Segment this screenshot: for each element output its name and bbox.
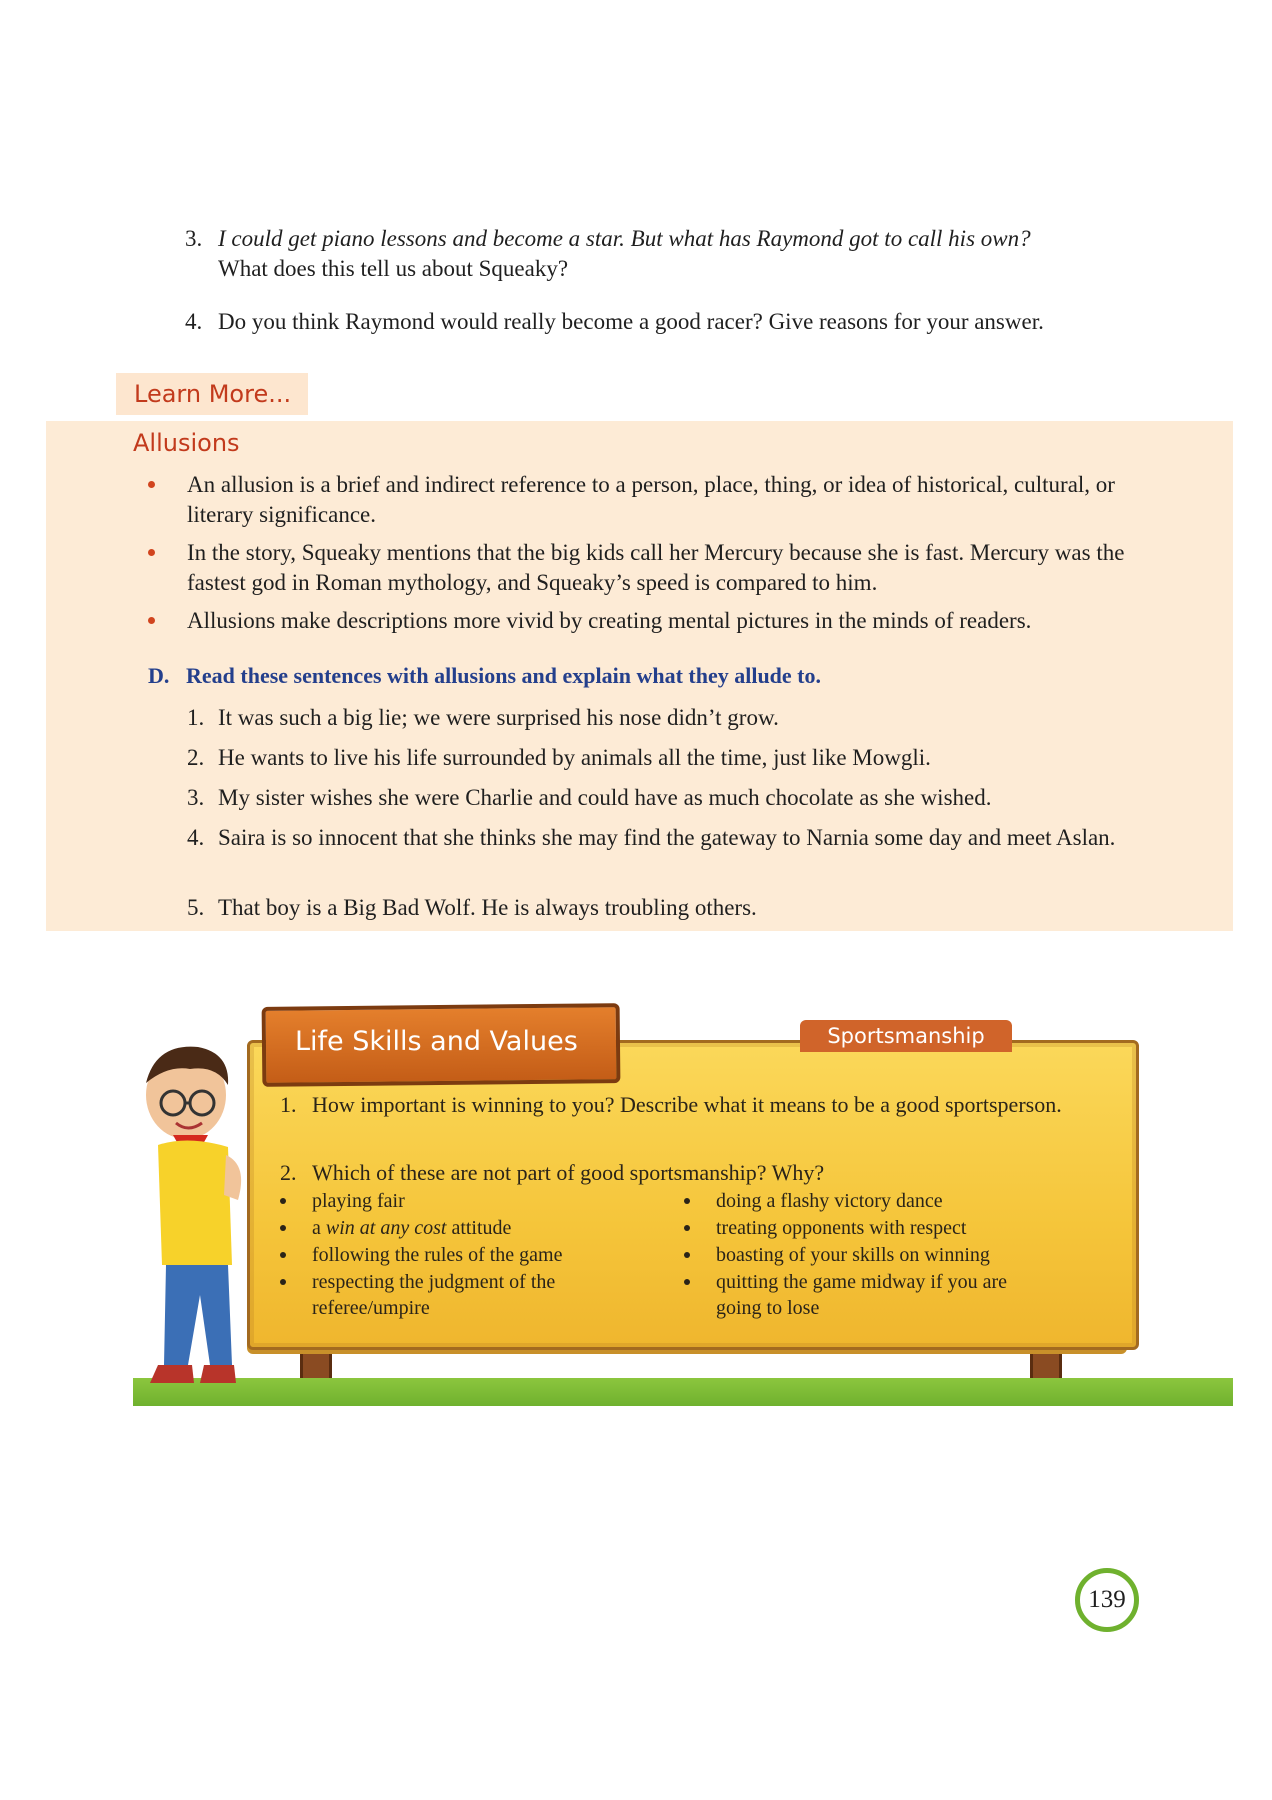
bullet-text: In the story, Squeaky mentions that the big kids call her Mercury because she is fast. Mercury was the fastest god in Roman mythology, and Squeaky’s speed is compared to him. [187,540,1125,595]
question-number: 3. [185,226,203,251]
bullet-text: Allusions make descriptions more vivid by creating mental pictures in the minds of readers. [187,608,1032,633]
item-text: It was such a big lie; we were surprised his nose didn’t grow. [218,705,779,730]
item-number: 4. [187,825,205,850]
exercise-letter: D. [148,663,170,688]
option-text: treating opponents with respect [716,1217,967,1239]
learn-more-label: Learn More... [116,373,308,415]
option-text: quitting the game midway if you are going to lose [716,1271,1008,1319]
option-text: playing fair [312,1190,405,1212]
bullet-dot [684,1252,690,1258]
grass-strip [133,1378,1233,1406]
item-number: 2. [187,745,205,770]
allusions-heading: Allusions [133,429,240,457]
bullet-dot [280,1252,286,1258]
question-number: 4. [185,309,203,334]
exercise-instruction: Read these sentences with allusions and explain what they allude to. [186,663,822,688]
bullet-dot [148,481,155,488]
item-text: He wants to live his life surrounded by animals all the time, just like Mowgli. [218,745,931,770]
question-text: Do you think Raymond would really become a good racer? Give reasons for your answer. [218,309,1044,334]
sportsmanship-badge: Sportsmanship [800,1020,1012,1052]
question-text: What does this tell us about Squeaky? [218,256,569,281]
bullet-dot [684,1225,690,1231]
question-text: Which of these are not part of good sportsmanship? Why? [312,1160,825,1185]
life-skills-title: Life Skills and Values [295,1026,578,1057]
item-number: 5. [187,895,205,920]
item-number: 3. [187,785,205,810]
bullet-dot [280,1225,286,1231]
option-text: following the rules of the game [312,1244,563,1266]
option-text: doing a flashy victory dance [716,1190,943,1212]
bullet-dot [684,1198,690,1204]
item-text: Saira is so innocent that she thinks she may find the gateway to Narnia some day and meet Aslan. [218,825,1116,850]
question-number: 2. [280,1160,297,1185]
option-text: boasting of your skills on winning [716,1244,990,1266]
bullet-dot [148,549,155,556]
item-text: My sister wishes she were Charlie and could have as much chocolate as she wished. [218,785,992,810]
item-number: 1. [187,705,205,730]
boy-illustration [128,1035,278,1405]
question-number: 1. [280,1092,297,1117]
option-text: a win at any cost attitude [312,1217,512,1239]
option-text: respecting the judgment of the referee/umpire [312,1271,556,1319]
bullet-dot [148,617,155,624]
bullet-dot [280,1279,286,1285]
question-text: How important is winning to you? Describe what it means to be a good sportsperson. [312,1092,1062,1117]
bullet-text: An allusion is a brief and indirect reference to a person, place, thing, or idea of historical, cultural, or literary significance. [187,472,1115,527]
item-text: That boy is a Big Bad Wolf. He is always troubling others. [218,895,757,920]
question-quote: I could get piano lessons and become a star. But what has Raymond got to call his own? [218,226,1031,251]
bullet-dot [684,1279,690,1285]
bullet-dot [280,1198,286,1204]
page-number: 139 [1088,1586,1126,1613]
